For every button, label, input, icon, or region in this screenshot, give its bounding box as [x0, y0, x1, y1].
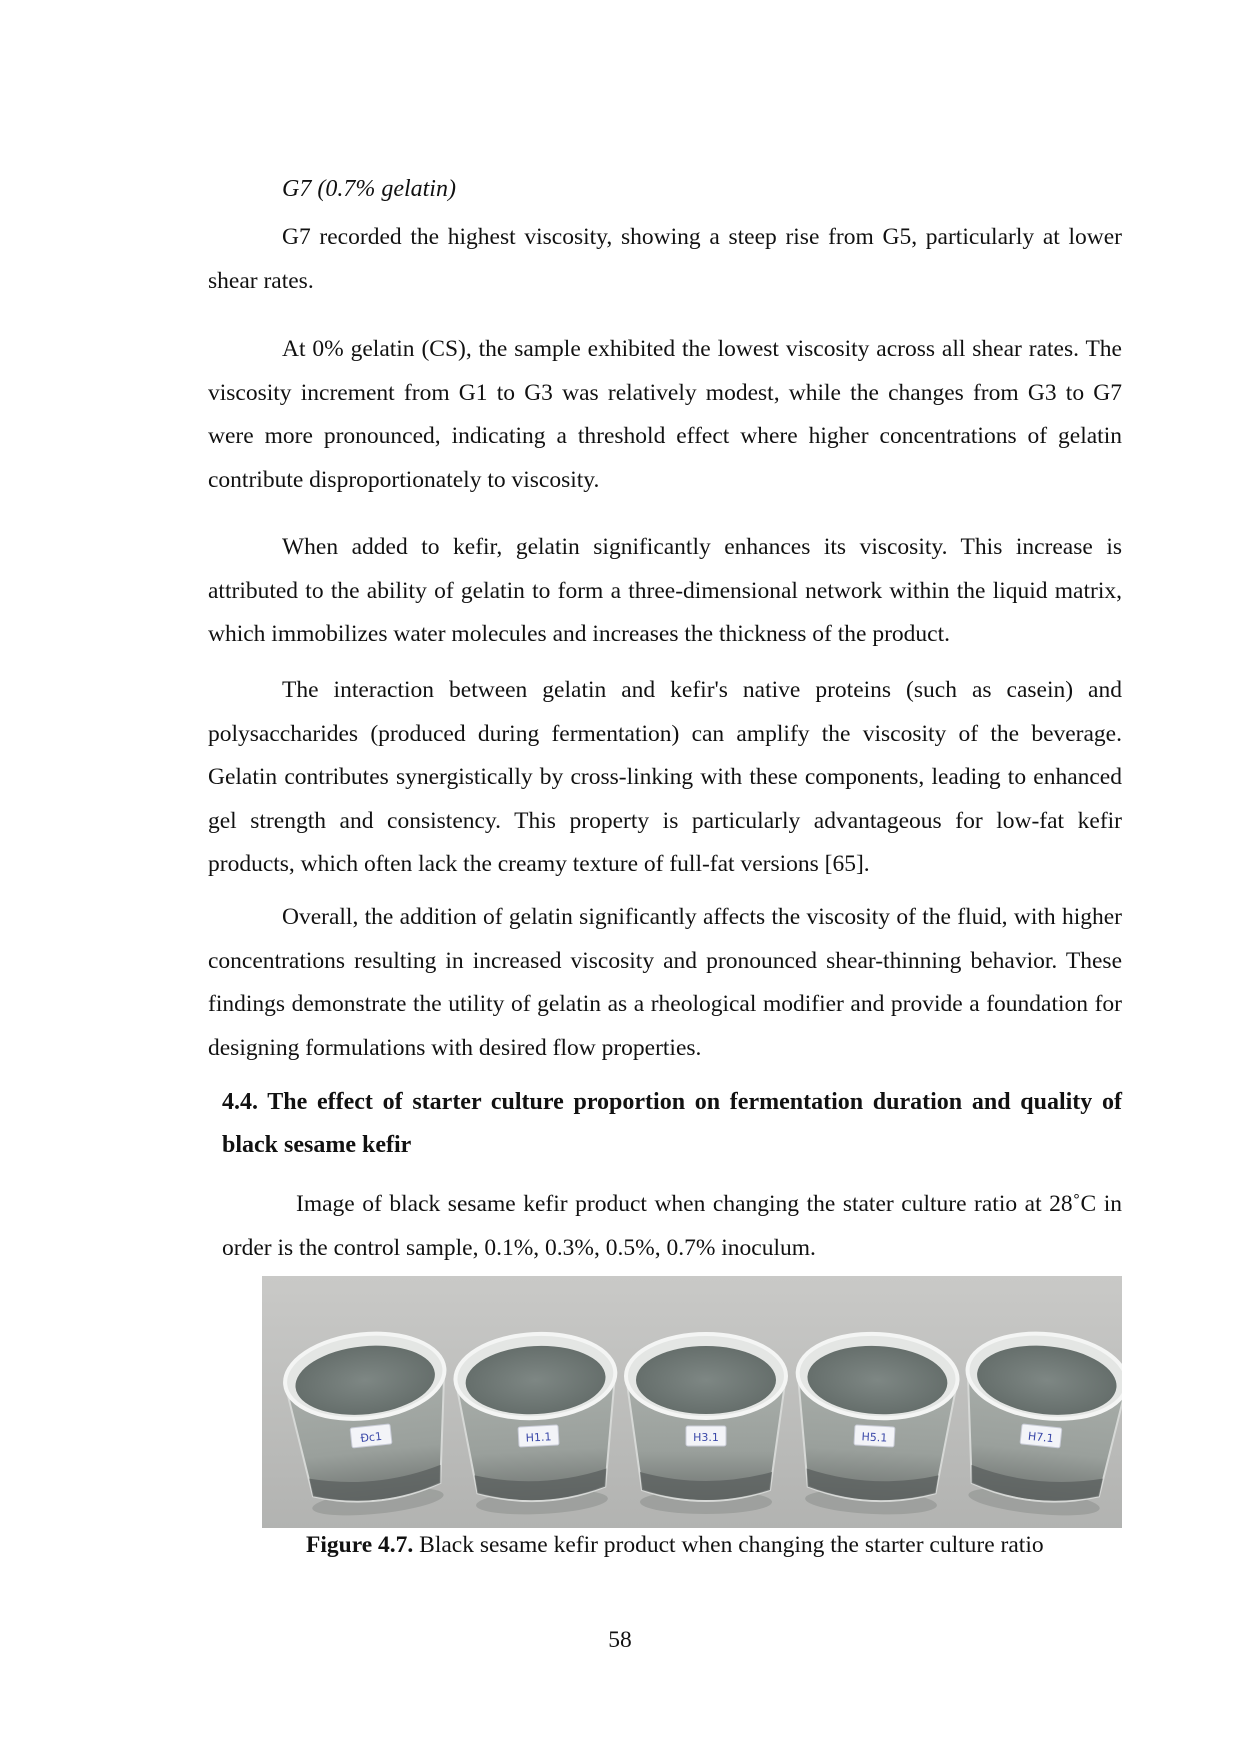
paragraph-cs-baseline: At 0% gelatin (CS), the sample exhibited the lowest viscosity across all shear rates. The viscosity increment from G1 to G3 was relatively modest, while the changes from G3 to G7 were more pronounced, indicating a threshold effect where higher concentrations of gelatin contribute disproportionately to viscosity. [208, 336, 1122, 493]
photo-cups [281, 1326, 1122, 1522]
subsection-heading: G7 (0.7% gelatin) [282, 176, 456, 202]
paragraph-overall: Overall, the addition of gelatin significantly affects the viscosity of the fluid, with higher concentrations resulting in increased viscosity and pronounced shear-thinning behavior. These findings demonstrate the utility of gelatin as a rheological modifier and provide a foundation for designing formulations with desired flow properties. [208, 904, 1122, 1061]
figure-label: Figure 4.7. [306, 1532, 414, 1558]
kefir-cups-photo [262, 1276, 1122, 1528]
paragraph-g7: G7 recorded the highest viscosity, showing a steep rise from G5, particularly at lower shear rates. [208, 224, 1122, 294]
page-number: 58 [608, 1627, 632, 1653]
cup-label: H3.1 [693, 1431, 719, 1444]
figure-caption [306, 1532, 1044, 1559]
kefir-cup [791, 1330, 960, 1518]
cup-label: Đc1 [359, 1429, 383, 1446]
paragraph-protein-interaction: The interaction between gelatin and kefir's native proteins (such as casein) and polysaccharides (produced during fermentation) can amplify the viscosity of the beverage. Gelatin contributes synergistically by cross-linking with these components, leading to enhanced gel strength and consistency. This property is particularly advantageous for low-fat kefir products, which often lack the creamy texture of full-fat versions [65]. [208, 677, 1122, 878]
kefir-cup [953, 1326, 1122, 1522]
kefir-cup [453, 1330, 622, 1518]
cup-label: H7.1 [1027, 1429, 1055, 1446]
section-heading: 4.4. The effect of starter culture proportion on fermentation duration and quality of black sesame kefir [222, 1089, 1122, 1158]
figure-intro-paragraph: Image of black sesame kefir product when changing the stater culture ratio at 28˚C in order is the control sample, 0.1%, 0.3%, 0.5%, 0.7% inoculum. [222, 1191, 1122, 1261]
paragraph-kefir-viscosity: When added to kefir, gelatin significantly enhances its viscosity. This increase is attributed to the ability of gelatin to form a three-dimensional network within the liquid matrix, which immobilizes water molecules and increases the thickness of the product. [208, 534, 1122, 648]
cup-label: H1.1 [525, 1430, 552, 1445]
kefir-cup [626, 1334, 786, 1514]
figure-caption-text: Black sesame kefir product when changing the starter culture ratio [419, 1532, 1044, 1558]
cup-label: H5.1 [861, 1430, 888, 1445]
